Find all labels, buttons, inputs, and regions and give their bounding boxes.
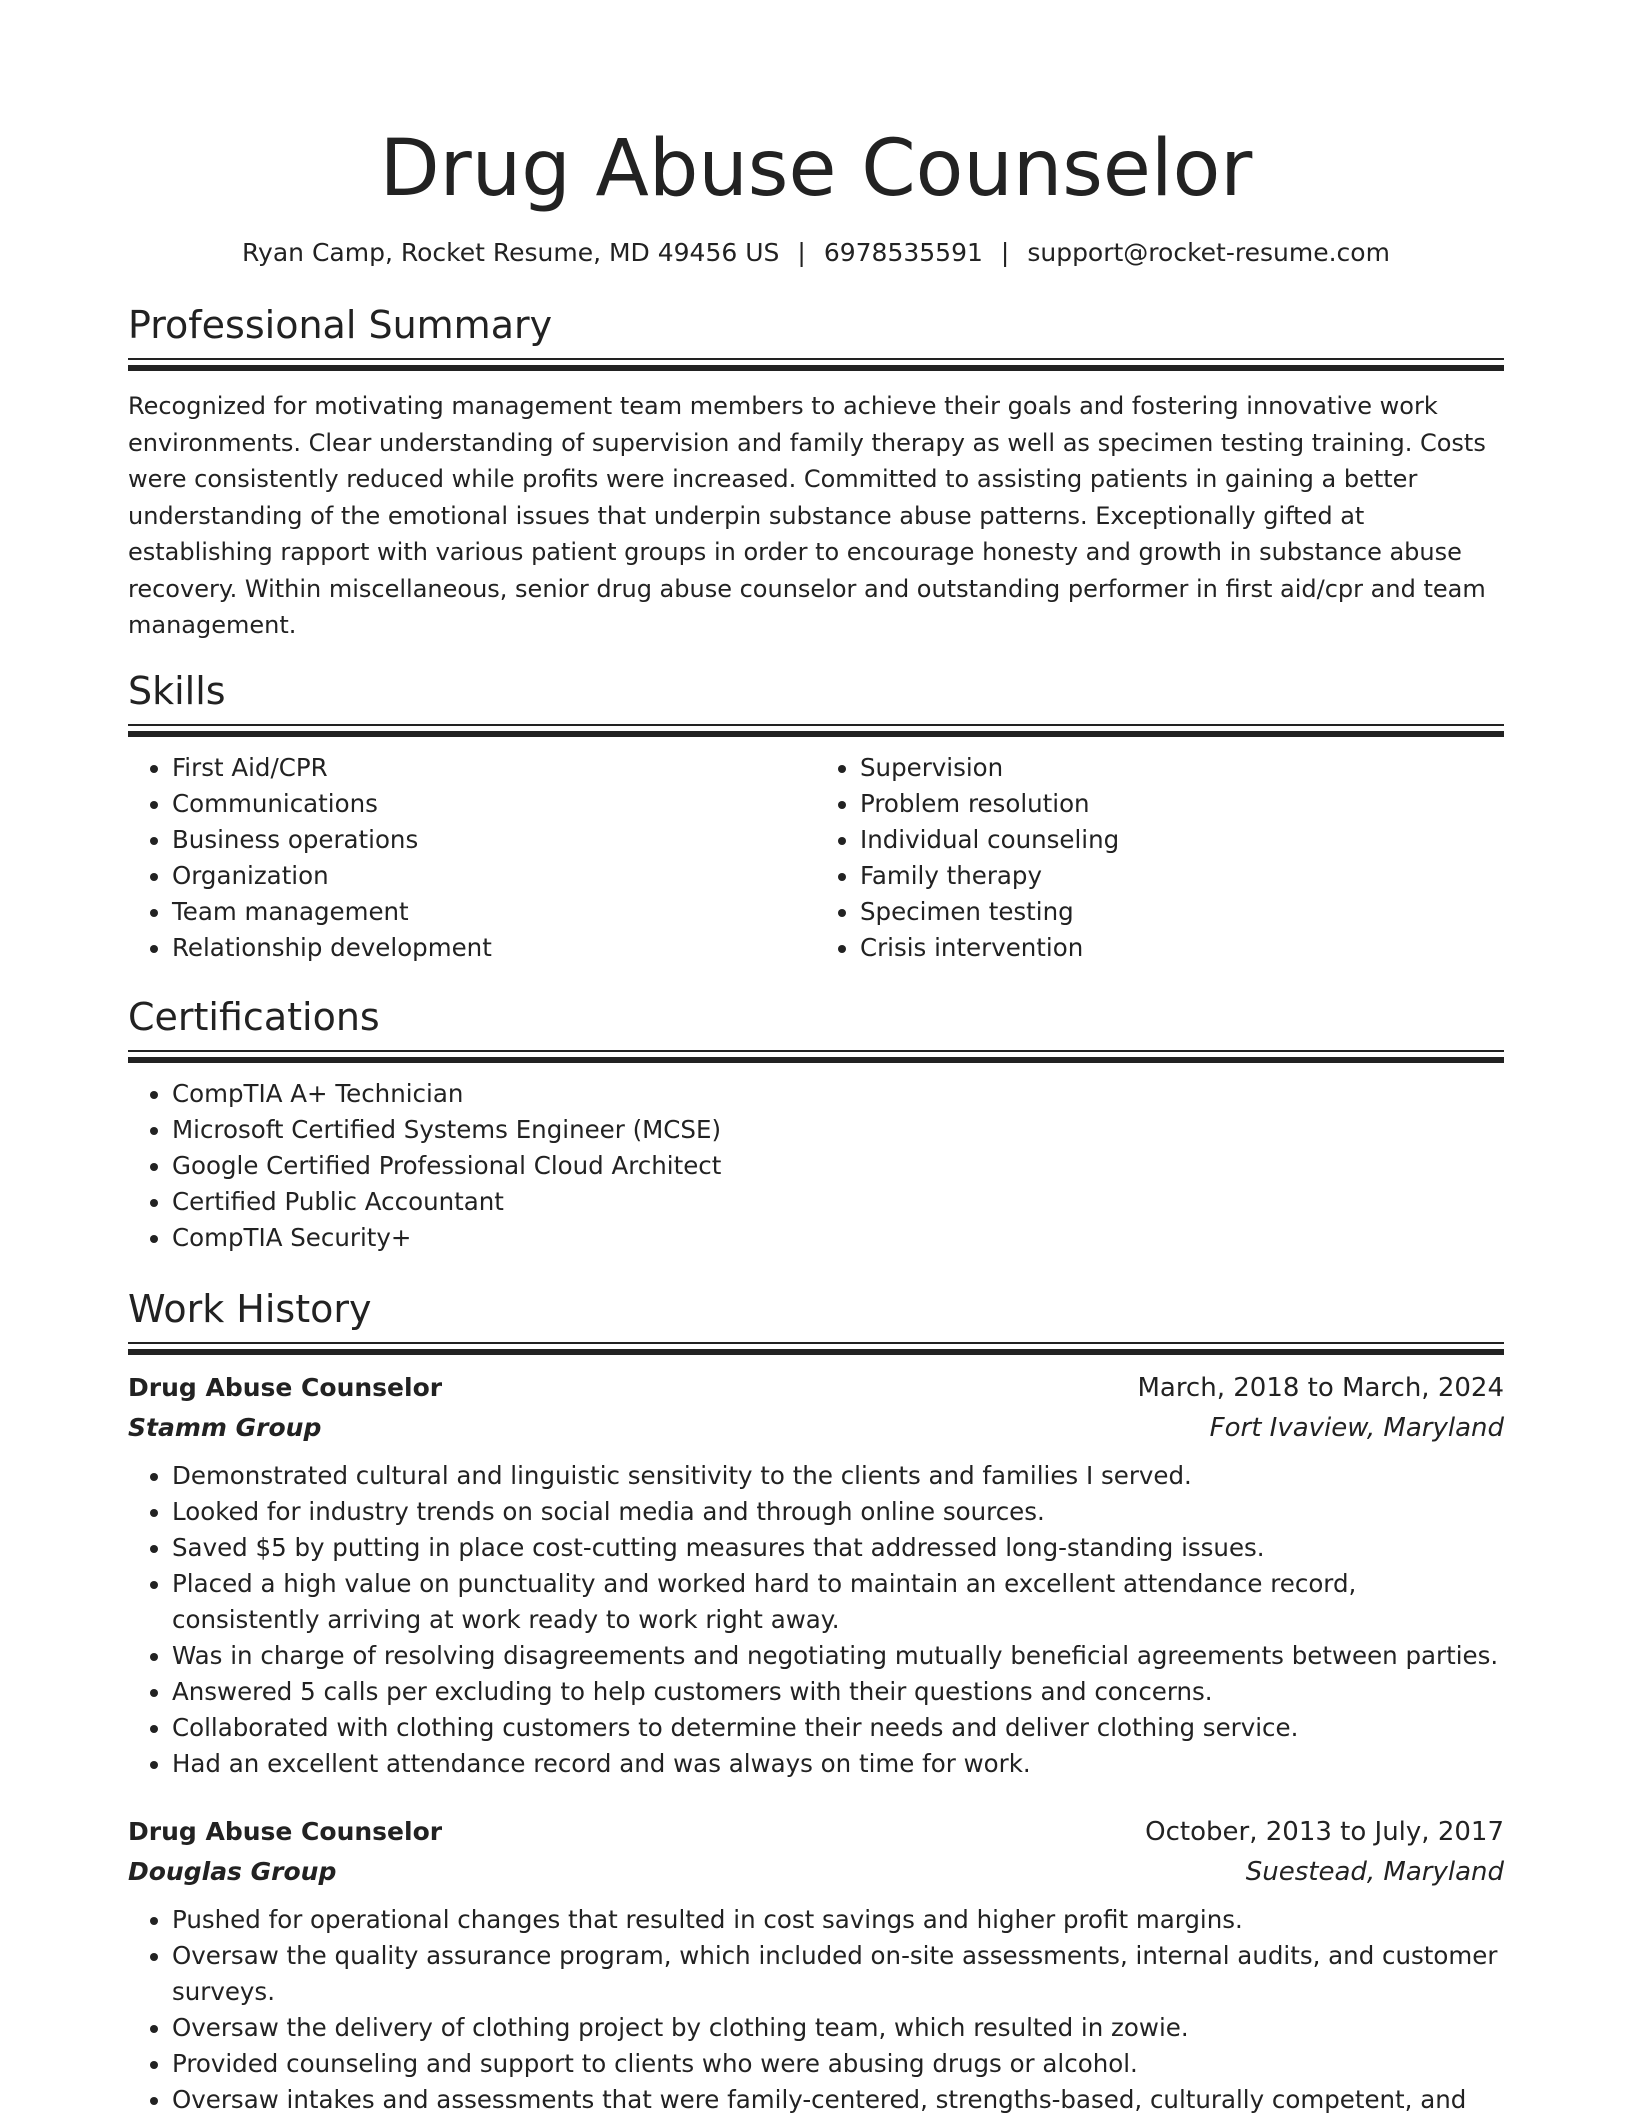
skills-section xyxy=(128,666,1504,966)
job-title: Drug Abuse Counselor xyxy=(128,1816,443,1846)
skill-item: • Problem resolution xyxy=(860,786,1504,822)
skill-item: • Family therapy xyxy=(860,858,1504,894)
certification-item: • Google Certified Professional Cloud Architect xyxy=(172,1148,1504,1184)
skill-item: • Individual counseling xyxy=(860,822,1504,858)
job-bullets xyxy=(128,1902,1504,2118)
contact-phone: 6978535591 xyxy=(823,238,983,267)
contact-separator: | xyxy=(797,238,806,267)
skill-item: • Team management xyxy=(172,894,816,930)
certifications-list xyxy=(128,1076,1504,1256)
job-header xyxy=(128,1368,1504,1408)
skills-right-list xyxy=(816,750,1504,966)
job-bullet: • Saved $5 by putting in place cost-cutting measures that addressed long-standing issues. xyxy=(172,1530,1504,1566)
section-title-skills: Skills xyxy=(128,668,226,713)
job-bullet: • Looked for industry trends on social media and through online sources. xyxy=(172,1494,1504,1530)
job-bullet: • Answered 5 calls per excluding to help customers with their questions and concerns. xyxy=(172,1674,1504,1710)
contact-line xyxy=(128,236,1504,270)
section-title-certifications: Certifications xyxy=(128,994,380,1039)
section-divider xyxy=(128,1050,1504,1064)
job-location: Fort Ivaview, Maryland xyxy=(1209,1412,1504,1443)
job-bullet: • Pushed for operational changes that resulted in cost savings and higher profit margins. xyxy=(172,1902,1504,1938)
job-title: Drug Abuse Counselor xyxy=(128,1372,443,1402)
job-dates: October, 2013 to July, 2017 xyxy=(1145,1816,1504,1847)
job-bullet: • Collaborated with clothing customers to determine their needs and deliver clothing service. xyxy=(172,1710,1504,1746)
skill-item: • Specimen testing xyxy=(860,894,1504,930)
resume-content xyxy=(128,0,1504,2118)
job-header xyxy=(128,1812,1504,1852)
job-bullet: • Oversaw the delivery of clothing project by clothing team, which resulted in zowie. xyxy=(172,2010,1504,2046)
job-bullet: • Demonstrated cultural and linguistic sensitivity to the clients and families I served. xyxy=(172,1458,1504,1494)
certification-item: • Microsoft Certified Systems Engineer (MCSE) xyxy=(172,1112,1504,1148)
contact-email[interactable]: support@rocket-resume.com xyxy=(1027,238,1390,267)
certification-item: • Certified Public Accountant xyxy=(172,1184,1504,1220)
job-bullet: • Placed a high value on punctuality and worked hard to maintain an excellent attendance record, consistently arriving at work ready to work right away. xyxy=(172,1566,1504,1638)
skill-item: • Crisis intervention xyxy=(860,930,1504,966)
skill-item: • First Aid/CPR xyxy=(172,750,816,786)
certification-item: • CompTIA A+ Technician xyxy=(172,1076,1504,1112)
skill-item: • Business operations xyxy=(172,822,816,858)
job-subheader xyxy=(128,1408,1504,1448)
job-bullet: • Provided counseling and support to clients who were abusing drugs or alcohol. xyxy=(172,2046,1504,2082)
contact-separator: | xyxy=(1000,238,1010,267)
summary-section xyxy=(128,300,1504,644)
certifications-section xyxy=(128,992,1504,1256)
section-divider xyxy=(128,1342,1504,1356)
summary-text: Recognized for motivating management team members to achieve their goals and fostering innovative work environments. Clear understanding of supervision and family therapy as well as specimen testing training. Costs were consistently reduced while profits were increased. Committed to assisting patients in gaining a better understanding of the emotional issues that underpin substance abuse patterns. Exceptionally gifted at establishing rapport with various patient groups in order to encourage honesty and growth in substance abuse recovery. Within miscellaneous, senior drug abuse counselor and outstanding performer in first aid/cpr and team management. xyxy=(128,392,1486,639)
work-history-section xyxy=(128,1284,1504,2118)
skills-columns xyxy=(128,750,1504,966)
job-entry xyxy=(128,1368,1504,1782)
job-bullet: • Had an excellent attendance record and was always on time for work. xyxy=(172,1746,1504,1782)
section-title-summary: Professional Summary xyxy=(128,303,553,347)
skills-left-list xyxy=(128,750,816,966)
job-company: Douglas Group xyxy=(128,1856,337,1886)
resume-title: Drug Abuse Counselor xyxy=(379,124,1253,214)
job-entry xyxy=(128,1812,1504,2118)
job-bullet: • Oversaw the quality assurance program, which included on-site assessments, internal audits, and customer surveys. xyxy=(172,1938,1504,2010)
section-divider xyxy=(128,724,1504,738)
job-bullets xyxy=(128,1458,1504,1782)
skill-item: • Communications xyxy=(172,786,816,822)
job-dates: March, 2018 to March, 2024 xyxy=(1137,1372,1504,1403)
skill-item: • Organization xyxy=(172,858,816,894)
job-subheader xyxy=(128,1852,1504,1892)
section-divider xyxy=(128,358,1504,372)
skill-item: • Relationship development xyxy=(172,930,816,966)
job-bullet: • Was in charge of resolving disagreements and negotiating mutually beneficial agreements between parties. xyxy=(172,1638,1504,1674)
skill-item: • Supervision xyxy=(860,750,1504,786)
job-bullet: • Oversaw intakes and assessments that were family-centered, strengths-based, culturally competent, and xyxy=(172,2082,1504,2118)
contact-address: Ryan Camp, Rocket Resume, MD 49456 US xyxy=(242,238,780,267)
section-title-work-history: Work History xyxy=(128,1286,372,1331)
job-location: Suestead, Maryland xyxy=(1245,1856,1504,1887)
certification-item: • CompTIA Security+ xyxy=(172,1220,1504,1256)
job-company: Stamm Group xyxy=(128,1412,322,1442)
